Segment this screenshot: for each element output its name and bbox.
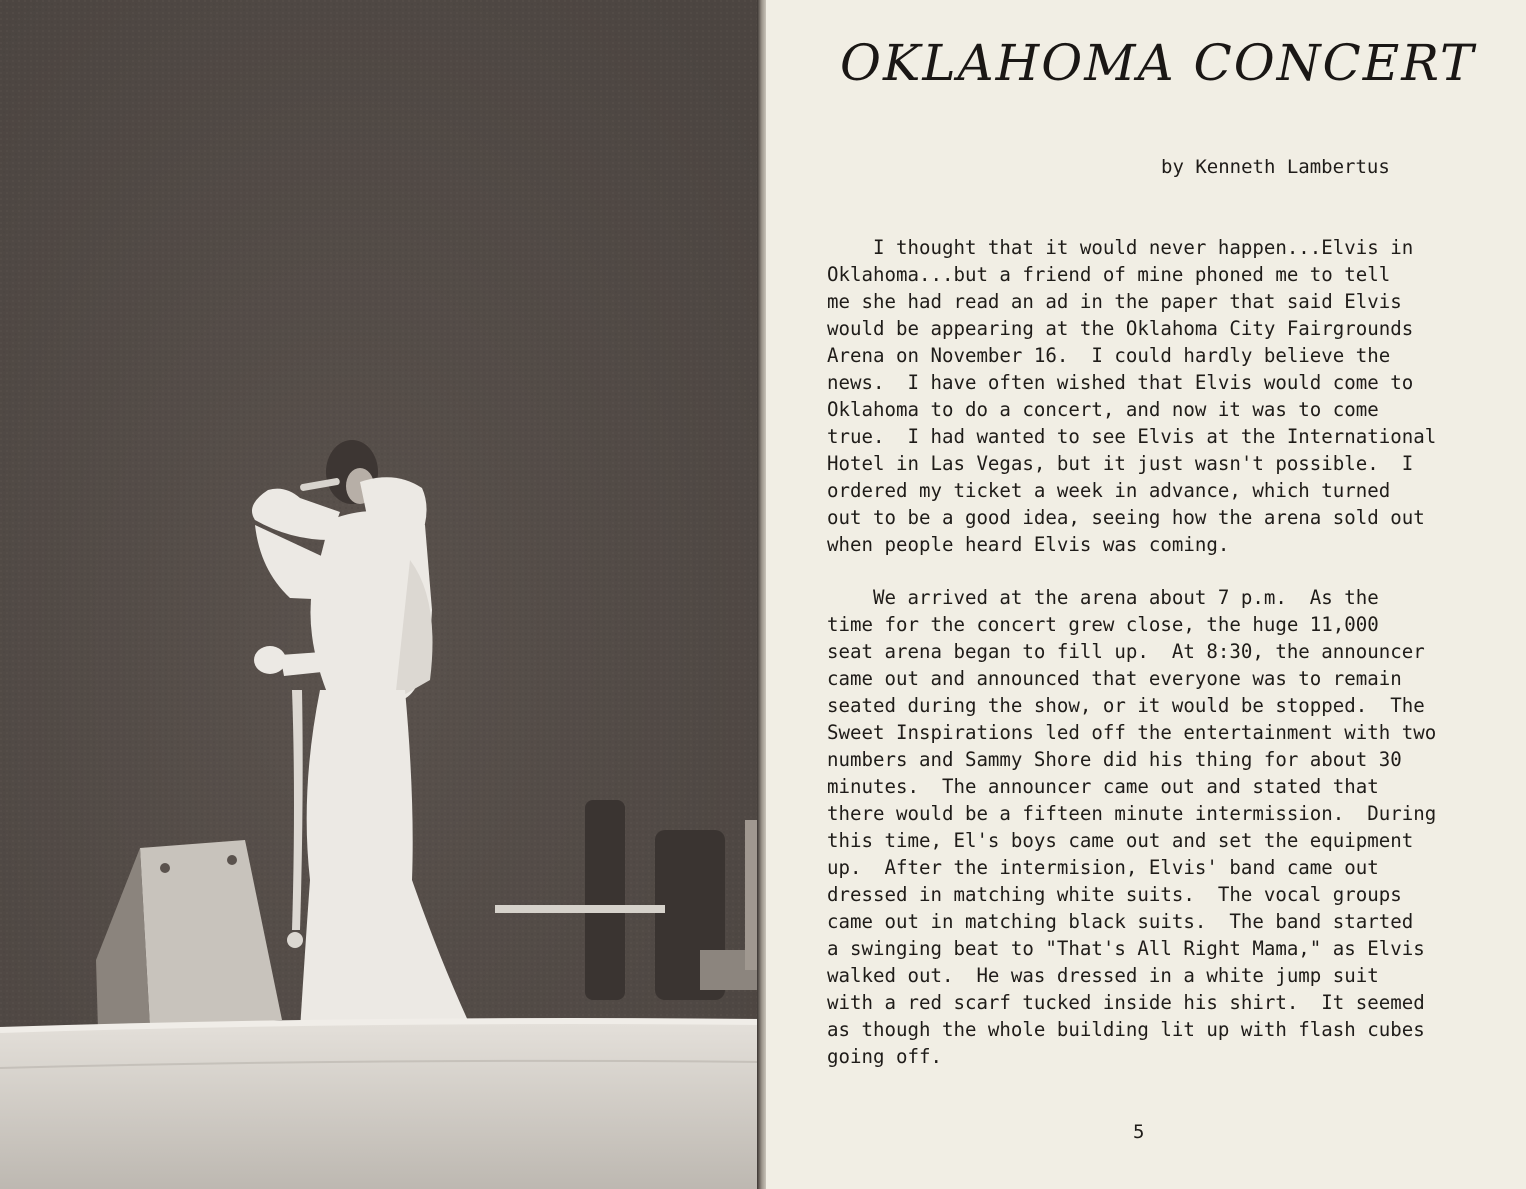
stage-front bbox=[0, 1021, 762, 1189]
text-line: I thought that it would never happen...Elvis in bbox=[827, 236, 1414, 259]
text-line: Oklahoma...but a friend of mine phoned me to tell bbox=[827, 263, 1391, 286]
text-line: Oklahoma to do a concert, and now it was to come bbox=[827, 398, 1379, 421]
text-line: numbers and Sammy Shore did his thing for about 30 bbox=[827, 748, 1402, 771]
text-line: me she had read an ad in the paper that said Elvis bbox=[827, 290, 1402, 313]
article-title: OKLAHOMA CONCERT bbox=[840, 34, 1476, 92]
text-line: out to be a good idea, seeing how the arena sold out bbox=[827, 506, 1425, 529]
text-line: walked out. He was dressed in a white jump suit bbox=[827, 964, 1379, 987]
text-line: came out and announced that everyone was to remain bbox=[827, 667, 1402, 690]
text-line: Arena on November 16. I could hardly believe the bbox=[827, 344, 1391, 367]
text-line: minutes. The announcer came out and stated that bbox=[827, 775, 1379, 798]
concert-photo-image bbox=[0, 0, 762, 1189]
text-line: with a red scarf tucked inside his shirt. It seemed bbox=[827, 991, 1425, 1014]
page-number: 5 bbox=[1133, 1121, 1145, 1143]
text-line: Hotel in Las Vegas, but it just wasn't possible. I bbox=[827, 452, 1414, 475]
text-line: as though the whole building lit up with flash cubes bbox=[827, 1018, 1425, 1041]
text-line: news. I have often wished that Elvis would come to bbox=[827, 371, 1414, 394]
text-line: when people heard Elvis was coming. bbox=[827, 533, 1230, 556]
text-line: this time, El's boys came out and set the equipment bbox=[827, 829, 1414, 852]
text-line: up. After the intermision, Elvis' band came out bbox=[827, 856, 1379, 879]
paragraph bbox=[827, 584, 1487, 1070]
text-line: seat arena began to fill up. At 8:30, the announcer bbox=[827, 640, 1425, 663]
text-line: going off. bbox=[827, 1045, 942, 1068]
text-line: seated during the show, or it would be stopped. The bbox=[827, 694, 1425, 717]
text-line: there would be a fifteen minute intermission. During bbox=[827, 802, 1437, 825]
text-line: true. I had wanted to see Elvis at the International bbox=[827, 425, 1437, 448]
text-line: ordered my ticket a week in advance, which turned bbox=[827, 479, 1391, 502]
text-line: We arrived at the arena about 7 p.m. As the bbox=[827, 586, 1379, 609]
text-line: a swinging beat to "That's All Right Mama," as Elvis bbox=[827, 937, 1425, 960]
concert-photo bbox=[0, 0, 762, 1189]
article-byline: by Kenneth Lambertus bbox=[1161, 156, 1390, 178]
paragraph bbox=[827, 234, 1487, 558]
text-line: dressed in matching white suits. The vocal groups bbox=[827, 883, 1402, 906]
text-line: would be appearing at the Oklahoma City Fairgrounds bbox=[827, 317, 1414, 340]
text-line: time for the concert grew close, the huge 11,000 bbox=[827, 613, 1379, 636]
article-page bbox=[766, 0, 1526, 1189]
text-line: came out in matching black suits. The band started bbox=[827, 910, 1414, 933]
article-body bbox=[827, 234, 1487, 1070]
text-line: Sweet Inspirations led off the entertainment with two bbox=[827, 721, 1437, 744]
